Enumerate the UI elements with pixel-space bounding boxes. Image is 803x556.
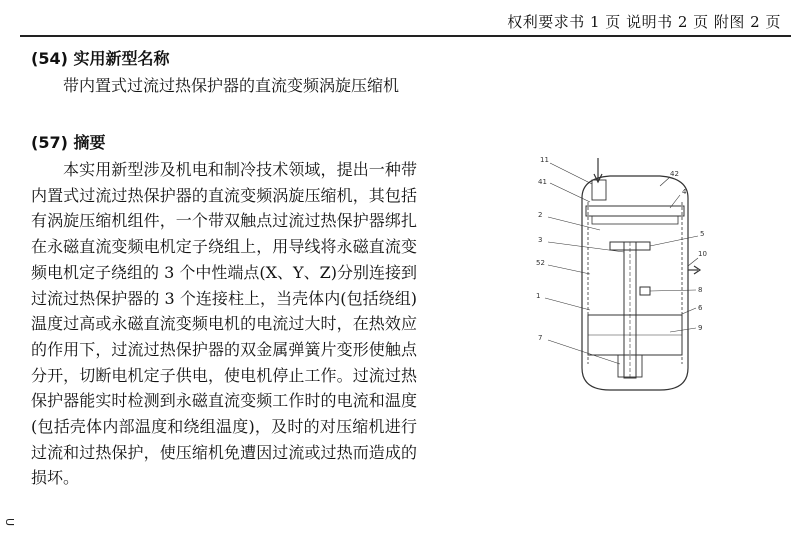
figure-label: 4 <box>682 188 687 196</box>
page-header <box>0 0 803 34</box>
abstract-section-heading: (57) 摘要 <box>31 133 106 152</box>
compressor-drawing <box>520 150 720 405</box>
figure-label: 11 <box>540 156 549 164</box>
figure-label: 52 <box>536 259 545 267</box>
figure-label: 6 <box>698 304 703 312</box>
abstract-text: 本实用新型涉及机电和制冷技术领域，提出一种带内置式过流过热保护器的直流变频涡旋压缩机，其包括有涡旋压缩机组件，一个带双触点过流过热保护器绑扎在永磁直流变频电机定子绕组上，用导线将永磁直流变频电机定子绕组的 3 个中性端点(X、Y、Z)分别连接到过流过热保护器的 3 个连接柱上，当壳体内(包括绕组)温度过高或永磁直流变频电机的电流过大时，在热效应的作用下，过流过热保护器的双金属弹簧片变形使触点分开，切断电机定子供电，使电机停止工作。过流过热保护器能实时检测到永磁直流变频工作时的电流和温度(包括壳体内部温度和绕组温度)，及时的对压缩机进行过流和过热保护，使压缩机免遭因过流或过热而造成的损坏。 <box>31 160 417 488</box>
figure-label: 7 <box>538 334 543 342</box>
figure-label: 10 <box>698 250 707 258</box>
figure-label: 3 <box>538 236 543 244</box>
figure-label: 9 <box>698 324 703 332</box>
figure-label: 2 <box>538 211 543 219</box>
compressor-cross-section <box>520 150 720 405</box>
figure-label: 41 <box>538 178 547 186</box>
title-section-heading: (54) 实用新型名称 <box>31 49 170 68</box>
figure-label: 8 <box>698 286 703 294</box>
figure-label: 5 <box>700 230 705 238</box>
side-margin-mark: U <box>3 518 16 527</box>
page-count-summary: 权利要求书 1 页 说明书 2 页 附图 2 页 <box>507 13 781 31</box>
figure-label: 1 <box>536 292 541 300</box>
compressor-shell <box>582 176 688 390</box>
utility-model-title: 带内置式过流过热保护器的直流变频涡旋压缩机 <box>63 76 400 95</box>
header-divider <box>20 35 791 37</box>
figure-label: 42 <box>670 170 679 178</box>
